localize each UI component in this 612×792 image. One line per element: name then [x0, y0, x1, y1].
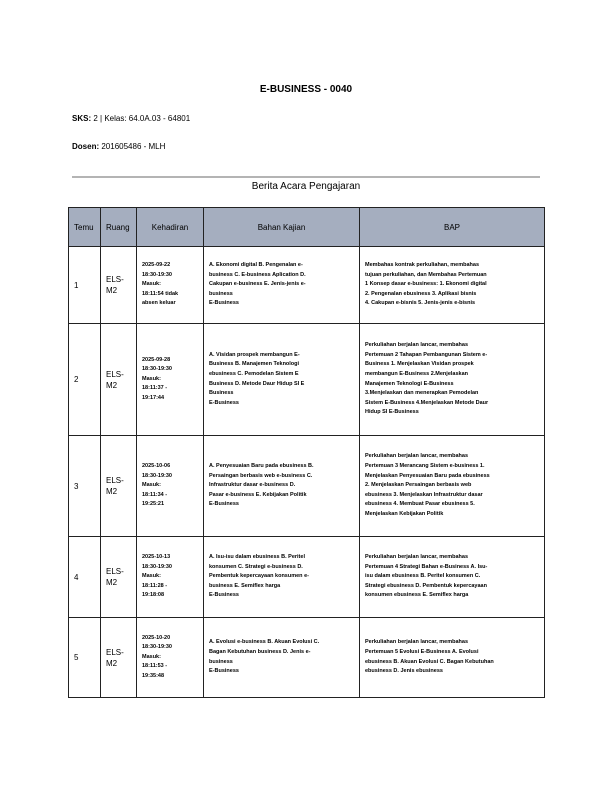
bahan-kajian-line: Persaingan berbasis web e-business C. — [209, 472, 313, 479]
bahan-kajian-cell — [204, 436, 360, 537]
kehadiran-cell — [137, 436, 204, 537]
bahan-kajian-cell — [204, 618, 360, 698]
dosen-value: 201605486 - MLH — [101, 142, 166, 151]
ruang-line: ELS- — [106, 369, 124, 379]
dosen-label: Dosen: — [72, 142, 100, 151]
bap-line: Business 1. Menjelaskan Visidan prospek — [365, 361, 474, 368]
bap-line: 4. Cakupan e-bisnis 5. Jenis-jenis e-bisnis — [365, 300, 476, 307]
ruang-line: ELS- — [106, 476, 124, 485]
kehadiran-line: 18:30-19:30 — [142, 563, 172, 570]
bahan-kajian-line: E-Business — [209, 592, 239, 599]
bap-line: Strategi ebusiness D. Pembentuk kepercayaan — [365, 582, 487, 589]
bahan-kajian-cell — [204, 537, 360, 618]
kehadiran-cell — [137, 618, 204, 698]
kehadiran-line: 2025-09-22 — [142, 262, 171, 269]
bap-line: Perkuliahan berjalan lancar, membahas — [365, 639, 469, 646]
table-row — [69, 537, 545, 618]
bahan-kajian-line: Business — [209, 390, 234, 397]
bap-line: Menjelaskan Kebijakan Politik — [365, 510, 444, 517]
bap-line: Perkuliahan berjalan lancar, membahas — [365, 554, 469, 561]
ruang-line: ELS- — [106, 567, 124, 576]
bap-line: tujuan perkuliahan, dan Membahas Pertemuan — [365, 271, 487, 278]
bahan-kajian-line: A. Isu-isu dalam ebusiness B. Peritel — [209, 554, 305, 561]
header-temu: Temu — [69, 208, 101, 247]
bap-line: Membahas kontrak perkuliahan, membahas — [365, 262, 480, 269]
ruang-cell — [101, 324, 137, 436]
bap-line: Hidup SI E-Business — [365, 409, 419, 416]
course-info — [72, 114, 190, 123]
bahan-kajian-line: business — [209, 290, 233, 297]
temu-cell: 1 — [69, 247, 101, 324]
bahan-kajian-line: Pembentuk kepercayaan konsumen e- — [209, 573, 309, 580]
sks-label: SKS: — [72, 114, 92, 123]
ruang-cell — [101, 436, 137, 537]
kehadiran-line: 18:30-19:30 — [142, 644, 172, 651]
bap-line: Menjelaskan Penyesuaian Baru pada ebusiness — [365, 472, 490, 479]
bap-line: Sistem E-Business 4.Menjelaskan Metode Daur — [365, 399, 489, 406]
kehadiran-line: 18:11:28 - — [142, 582, 168, 589]
kehadiran-line: 18:30-19:30 — [142, 271, 172, 278]
header-kehadiran: Kehadiran — [137, 208, 204, 247]
header-bahan-kajian: Bahan Kajian — [204, 208, 360, 247]
ruang-line: M2 — [106, 380, 118, 390]
bap-line: 2. Pengenalan ebusiness 3. Aplikasi bisnis — [365, 290, 477, 297]
table-row — [69, 436, 545, 537]
bap-line: Perkuliahan berjalan lancar, membahas — [365, 453, 469, 460]
table-row — [69, 618, 545, 698]
bap-line: 1 Konsep dasar e-business: 1. Ekonomi digital — [365, 281, 487, 288]
kehadiran-line: 19:17:44 — [142, 394, 165, 401]
bap-line: isu dalam ebusiness B. Peritel konsumen C. — [365, 573, 481, 580]
bap-line: Pertemuan 3 Merancang Sistem e-business 1. — [365, 463, 485, 470]
ruang-line: ELS- — [106, 275, 124, 284]
bap-cell — [360, 324, 545, 436]
bap-line: 3.Menjelaskan dan menerapkan Pemodelan — [365, 390, 479, 397]
kehadiran-line: 18:11:54 tidak — [142, 290, 179, 297]
bahan-kajian-cell — [204, 247, 360, 324]
kehadiran-line: 2025-10-06 — [142, 463, 171, 470]
bahan-kajian-line: ebusiness C. Pemodelan Sistem E — [209, 370, 299, 377]
bahan-kajian-line: Infrastruktur dasar e-business D. — [209, 482, 296, 489]
bahan-kajian-line: Bagan Kebutuhan business D. Jenis e- — [209, 648, 311, 655]
bahan-kajian-line: E-Business — [209, 399, 239, 406]
bap-line: ebusiness 3. Menjelaskan Infrastruktur dasar — [365, 491, 483, 498]
bap-line: ebusiness 4. Membuat Pasar ebusiness 5. — [365, 501, 475, 508]
bap-line: ebusiness B. Akuan Evolusi C. Bagan Kebutuhan — [365, 658, 494, 665]
bap-line: Pertemuan 2 Tahapan Pembangunan Sistem e- — [365, 351, 488, 358]
table-row — [69, 247, 545, 324]
kehadiran-line: 19:35:48 — [142, 672, 165, 679]
kehadiran-line: 2025-10-13 — [142, 554, 171, 561]
kehadiran-line: 18:30-19:30 — [142, 366, 172, 373]
kehadiran-line: absen keluar — [142, 300, 176, 307]
teaching-record-table — [68, 207, 545, 698]
bap-line: Manajemen Teknologi E-Business — [365, 380, 454, 387]
kehadiran-line: 18:11:34 - — [142, 491, 168, 498]
ruang-line: M2 — [106, 487, 118, 496]
bahan-kajian-line: A. Visidan prospek membangun E- — [209, 351, 300, 358]
kehadiran-line: 2025-09-28 — [142, 356, 171, 363]
ruang-line: M2 — [106, 578, 118, 587]
bap-line: 2. Menjelaskan Persaingan berbasis web — [365, 482, 472, 489]
kehadiran-line: Masuk: — [142, 653, 161, 660]
bahan-kajian-line: business C. E-business Aplication D. — [209, 271, 306, 278]
bap-cell — [360, 247, 545, 324]
bap-line: Perkuliahan berjalan lancar, membahas — [365, 342, 469, 349]
kehadiran-line: Masuk: — [142, 375, 161, 382]
kehadiran-line: 18:30-19:30 — [142, 472, 172, 479]
kehadiran-line: Masuk: — [142, 281, 161, 288]
bahan-kajian-line: E-Business — [209, 300, 239, 307]
bap-cell — [360, 618, 545, 698]
bahan-kajian-line: business — [209, 658, 233, 665]
kehadiran-line: 18:11:53 - — [142, 663, 168, 670]
kehadiran-line: Masuk: — [142, 573, 161, 580]
document-title: E-BUSINESS - 0040 — [259, 84, 353, 95]
header-ruang: Ruang — [101, 208, 137, 247]
bahan-kajian-line: E-Business — [209, 668, 239, 675]
kehadiran-line: Masuk: — [142, 482, 161, 489]
ruang-line: ELS- — [106, 647, 124, 657]
ruang-line: M2 — [106, 286, 118, 295]
table-row — [69, 324, 545, 436]
sks-class-value: 2 | Kelas: 64.0A.03 - 64801 — [93, 114, 191, 123]
bap-line: Pertemuan 4 Strategi Bahan e-Business A. Isu- — [365, 563, 488, 570]
bap-cell — [360, 537, 545, 618]
bahan-kajian-line: E-Business — [209, 501, 239, 508]
temu-cell: 5 — [69, 618, 101, 698]
bap-line: konsumen ebusiness E. Semiflex harga — [365, 592, 469, 599]
bahan-kajian-line: A. Evolusi e-business B. Akuan Evolusi C. — [209, 639, 320, 646]
bahan-kajian-line: konsumen C. Strategi e-business D. — [209, 563, 303, 570]
bahan-kajian-line: Pasar e-business E. Kebijakan Politik — [209, 491, 307, 498]
bahan-kajian-line: A. Penyesuaian Baru pada ebusiness B. — [209, 463, 314, 470]
temu-cell: 2 — [69, 324, 101, 436]
divider — [72, 176, 540, 178]
ruang-line: M2 — [106, 658, 118, 668]
kehadiran-line: 19:18:08 — [142, 592, 165, 599]
temu-cell: 4 — [69, 537, 101, 618]
kehadiran-line: 18:11:37 - — [142, 385, 168, 392]
bap-line: Pertemuan 5 Evolusi E-Business A. Evolusi — [365, 648, 479, 655]
bahan-kajian-line: business E. Semiflex harga — [209, 582, 281, 589]
bahan-kajian-line: A. Ekonomi digital B. Pengenalan e- — [209, 262, 303, 269]
kehadiran-cell — [137, 324, 204, 436]
ruang-cell — [101, 618, 137, 698]
header-bap: BAP — [360, 208, 545, 247]
section-title: Berita Acara Pengajaran — [251, 181, 361, 192]
bahan-kajian-cell — [204, 324, 360, 436]
ruang-cell — [101, 247, 137, 324]
bahan-kajian-line: Cakupan e-business E. Jenis-jenis e- — [209, 281, 306, 288]
kehadiran-line: 2025-10-20 — [142, 634, 171, 641]
bap-line: ebusiness D. Jenis ebusiness — [365, 668, 443, 675]
bahan-kajian-line: Business D. Metode Daur Hidup SI E — [209, 380, 305, 387]
temu-cell: 3 — [69, 436, 101, 537]
kehadiran-line: 19:25:21 — [142, 501, 165, 508]
bahan-kajian-line: Business B. Manajemen Teknologi — [209, 361, 300, 368]
kehadiran-cell — [137, 537, 204, 618]
ruang-cell — [101, 537, 137, 618]
lecturer-info — [72, 142, 165, 151]
kehadiran-cell — [137, 247, 204, 324]
bap-cell — [360, 436, 545, 537]
table-header-row — [69, 208, 545, 247]
bap-line: membangun E-Business 2.Menjelaskan — [365, 370, 469, 377]
